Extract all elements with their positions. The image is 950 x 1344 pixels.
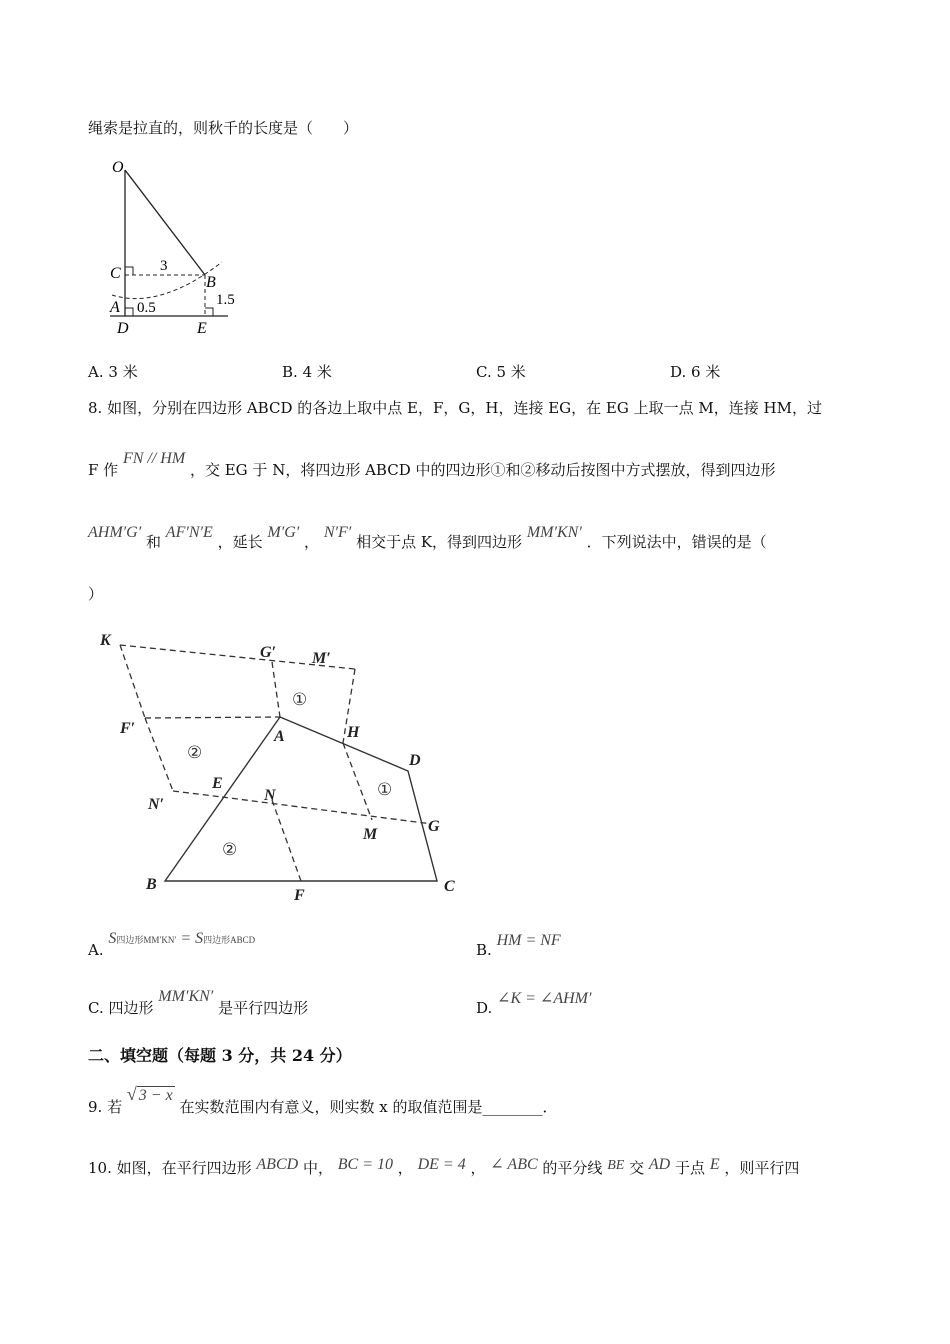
q7-stem-tail: 绳索是拉直的，则秋千的长度是（ ）	[88, 119, 359, 137]
label-a: A	[110, 299, 120, 316]
sqrt-sign-icon: √	[126, 1084, 137, 1104]
option-key: B.	[282, 363, 298, 381]
region-1-right: ①	[377, 780, 393, 799]
right-angle-a	[125, 308, 133, 316]
text: F 作	[88, 461, 119, 479]
segment-nf	[272, 800, 301, 881]
text: 的平分线	[542, 1159, 603, 1177]
math-s: S	[195, 930, 204, 947]
right-angle-c	[125, 267, 133, 275]
text: ，	[470, 1159, 486, 1177]
text: ，交 EG 于 N，将四边形 ABCD 中的四边形①和②移动后按图中方式摆放，得到四边形	[189, 461, 776, 479]
length-3: 3	[160, 258, 168, 274]
text: ，延长	[217, 533, 263, 551]
math-afne: AF′N′E	[165, 524, 213, 541]
label-g-prime: G′	[260, 644, 277, 661]
label-d: D	[409, 752, 421, 769]
option-key: D.	[670, 363, 687, 381]
label-d: D	[117, 320, 129, 337]
text: ，	[397, 1159, 413, 1177]
math-hm-eq-nf: HM = NF	[496, 932, 561, 949]
right-angle-e	[205, 308, 213, 316]
math-ahmg: AHM′G′	[88, 524, 142, 541]
q8-line-3	[88, 524, 767, 553]
label-b: B	[146, 876, 157, 893]
text: ，	[304, 533, 320, 551]
label-a: A	[274, 728, 285, 745]
label-f-prime: F′	[120, 720, 136, 737]
math-mg: M′G′	[267, 524, 300, 541]
option-text: 4 米	[302, 363, 332, 381]
segment-fn-prime	[145, 718, 173, 791]
quadrilateral-abcd	[165, 717, 437, 881]
label-m-prime: M′	[312, 650, 331, 667]
segment-eg	[222, 797, 432, 824]
label-o: O	[112, 159, 124, 176]
q7-option-b	[282, 362, 332, 382]
q8-figure	[90, 625, 480, 910]
math-mmkn: MM′KN′	[158, 988, 214, 1005]
region-1-top: ①	[292, 690, 308, 709]
label-n: N	[264, 787, 276, 804]
option-key: D.	[476, 999, 493, 1017]
text: 是平行四边形	[218, 999, 309, 1017]
q7-option-a	[88, 362, 138, 382]
length-1-5: 1.5	[216, 292, 235, 308]
q7-option-d	[670, 362, 720, 382]
label-c: C	[444, 878, 455, 895]
text: 中，	[302, 1159, 333, 1177]
math-be: BE	[607, 1158, 625, 1173]
label-n-prime: N′	[148, 796, 165, 813]
label-g: G	[428, 818, 440, 835]
label-f: F	[294, 887, 305, 904]
math-mmkn: MM′KN′	[526, 524, 582, 541]
text: 在实数范围内有意义，则实数 x 的取值范围是________．	[179, 1098, 558, 1116]
q9	[88, 1084, 558, 1118]
q8-line-1: 8. 如图，分别在四边形 ABCD 的各边上取中点 E，F，G，H，连接 EG，在 EG 上取一点 M，连接 HM，过	[88, 399, 822, 417]
q8-option-c	[88, 988, 309, 1019]
q7-figure	[100, 150, 250, 340]
text: 9. 若	[88, 1098, 123, 1116]
segment-fa	[145, 717, 280, 718]
math-de: DE = 4	[417, 1156, 466, 1173]
text: 10. 如图，在平行四边形	[88, 1159, 252, 1177]
region-2-left: ②	[187, 743, 203, 762]
option-text: 6 米	[691, 363, 721, 381]
text: 于点	[675, 1159, 706, 1177]
math-sqrt	[126, 1084, 175, 1104]
label-m: M	[363, 826, 378, 843]
label-e: E	[212, 775, 223, 792]
math-nf: N′F′	[323, 524, 352, 541]
text: ．下列说法中，错误的是（	[586, 533, 767, 551]
math-area-equation	[108, 930, 255, 947]
text: ，则平行四	[724, 1159, 800, 1177]
math-abcd: ABCD	[256, 1156, 299, 1173]
length-0-5: 0.5	[137, 300, 156, 316]
math-ad: AD	[648, 1156, 671, 1173]
option-key: C.	[88, 999, 104, 1017]
text: 和	[146, 533, 162, 551]
label-h: H	[347, 724, 360, 741]
label-e: E	[197, 320, 207, 337]
option-key: A.	[88, 941, 104, 959]
option-text: 3 米	[108, 363, 138, 381]
segment-g-prime-a	[272, 662, 280, 717]
text: 四边形	[108, 999, 154, 1017]
math-bc: BC = 10	[337, 1156, 394, 1173]
label-b: B	[206, 274, 216, 291]
option-key: A.	[88, 363, 104, 381]
option-key: B.	[476, 941, 492, 959]
text: 相交于点 K，得到四边形	[356, 533, 523, 551]
section-title: 二、填空题（每题 3 分，共 24 分）	[88, 1046, 352, 1065]
math-angle-abc: ∠ ABC	[490, 1156, 538, 1173]
text: 交	[629, 1159, 645, 1177]
label-c: C	[110, 265, 121, 282]
q7-option-c	[476, 362, 526, 382]
sqrt-radicand: 3 − x	[138, 1087, 173, 1104]
math-subscript: 四边形MM′KN′	[116, 935, 177, 945]
q8-option-a	[88, 930, 256, 962]
math-subscript: 四边形ABCD	[203, 935, 256, 945]
segment-kf	[120, 645, 145, 718]
option-key: C.	[476, 363, 492, 381]
q8-option-b	[476, 932, 561, 961]
math-e: E	[709, 1156, 720, 1173]
q8-line-4: ）	[88, 585, 104, 603]
region-2-bottom: ②	[222, 840, 238, 859]
label-k: K	[100, 632, 111, 649]
q8-option-d	[476, 990, 592, 1019]
math-equals: =	[176, 930, 196, 947]
math-angle-eq: ∠K = ∠AHM′	[497, 990, 592, 1007]
math-fn-parallel-hm: FN // HM	[122, 450, 186, 467]
q10	[88, 1158, 799, 1180]
math-s: S	[108, 930, 117, 947]
option-text: 5 米	[496, 363, 526, 381]
q8-line-2	[88, 450, 776, 481]
